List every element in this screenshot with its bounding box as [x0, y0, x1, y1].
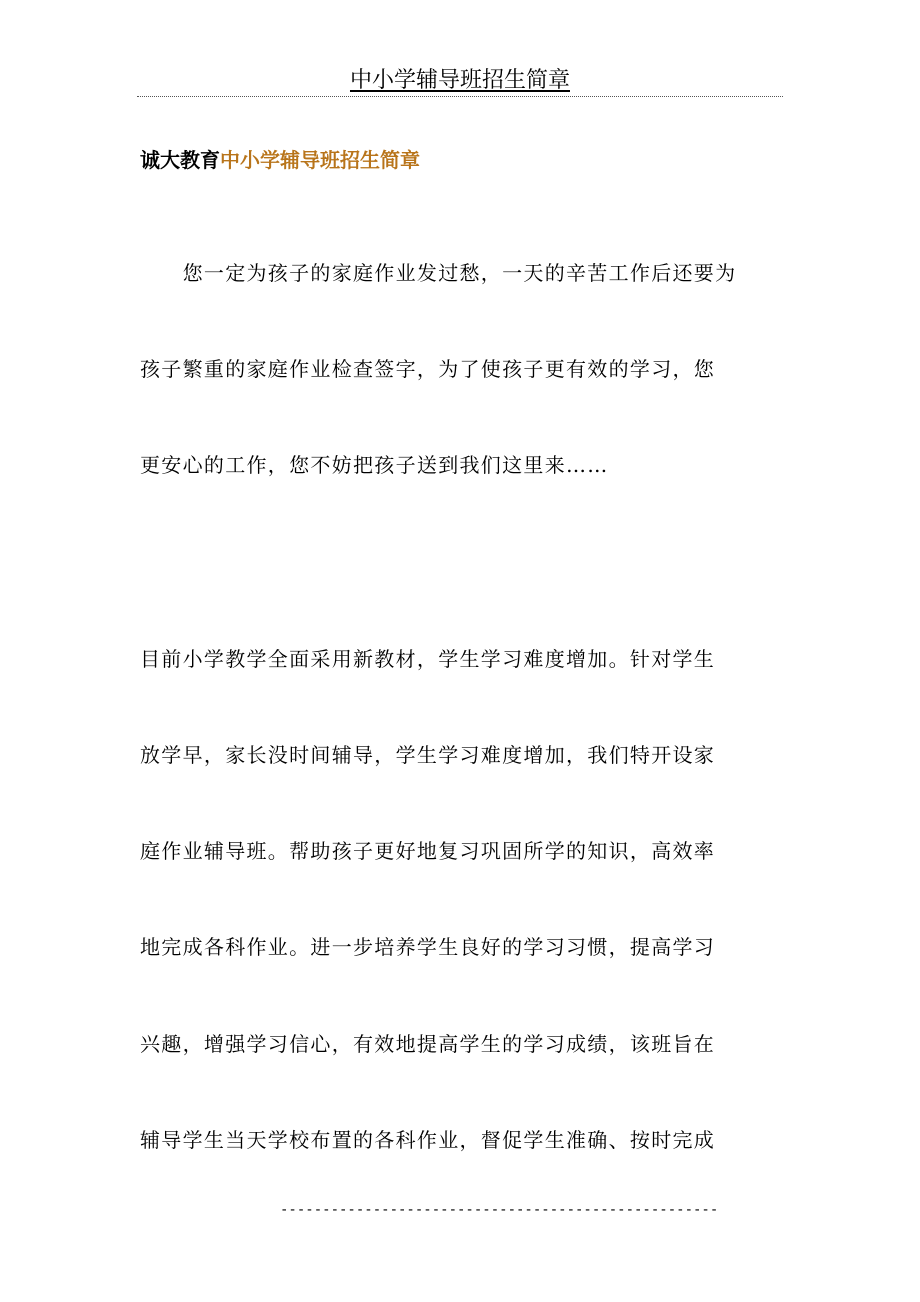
paragraph-1-line-3: 更安心的工作，您不妨把孩子送到我们这里来……: [140, 453, 609, 477]
paragraph-1-line-2: 孩子繁重的家庭作业检查签字，为了使孩子更有效的学习，您: [140, 357, 716, 381]
paragraph-2-line-2: 放学早，家长没时间辅导，学生学习难度增加，我们特开设家: [140, 743, 716, 767]
paragraph-2-line-3: 庭作业辅导班。帮助孩子更好地复习巩固所学的知识，高效率: [140, 839, 716, 863]
paragraph-2-line-5: 兴趣，增强学习信心，有效地提高学生的学习成绩，该班旨在: [140, 1032, 716, 1056]
paragraph-2-line-4: 地完成各科作业。进一步培养学生良好的学习习惯，提高学习: [140, 935, 716, 959]
document-title: [140, 145, 420, 175]
paragraph-1-line-1: 您一定为孩子的家庭作业发过愁，一天的辛苦工作后还要为: [140, 261, 737, 285]
title-highlight: 中小学辅导班招生简章: [220, 148, 420, 172]
title-prefix: 诚大教育: [140, 148, 220, 172]
page-header: [137, 66, 783, 96]
paragraph-2-line-1: 目前小学教学全面采用新教材，学生学习难度增加。针对学生: [140, 647, 716, 671]
header-divider: [137, 96, 783, 97]
paragraph-2-line-6: 辅导学生当天学校布置的各科作业，督促学生准确、按时完成: [140, 1128, 716, 1152]
footer-divider: ----------------------------------------------------: [280, 1202, 719, 1218]
header-text: 中小学辅导班招生简章: [349, 68, 570, 93]
